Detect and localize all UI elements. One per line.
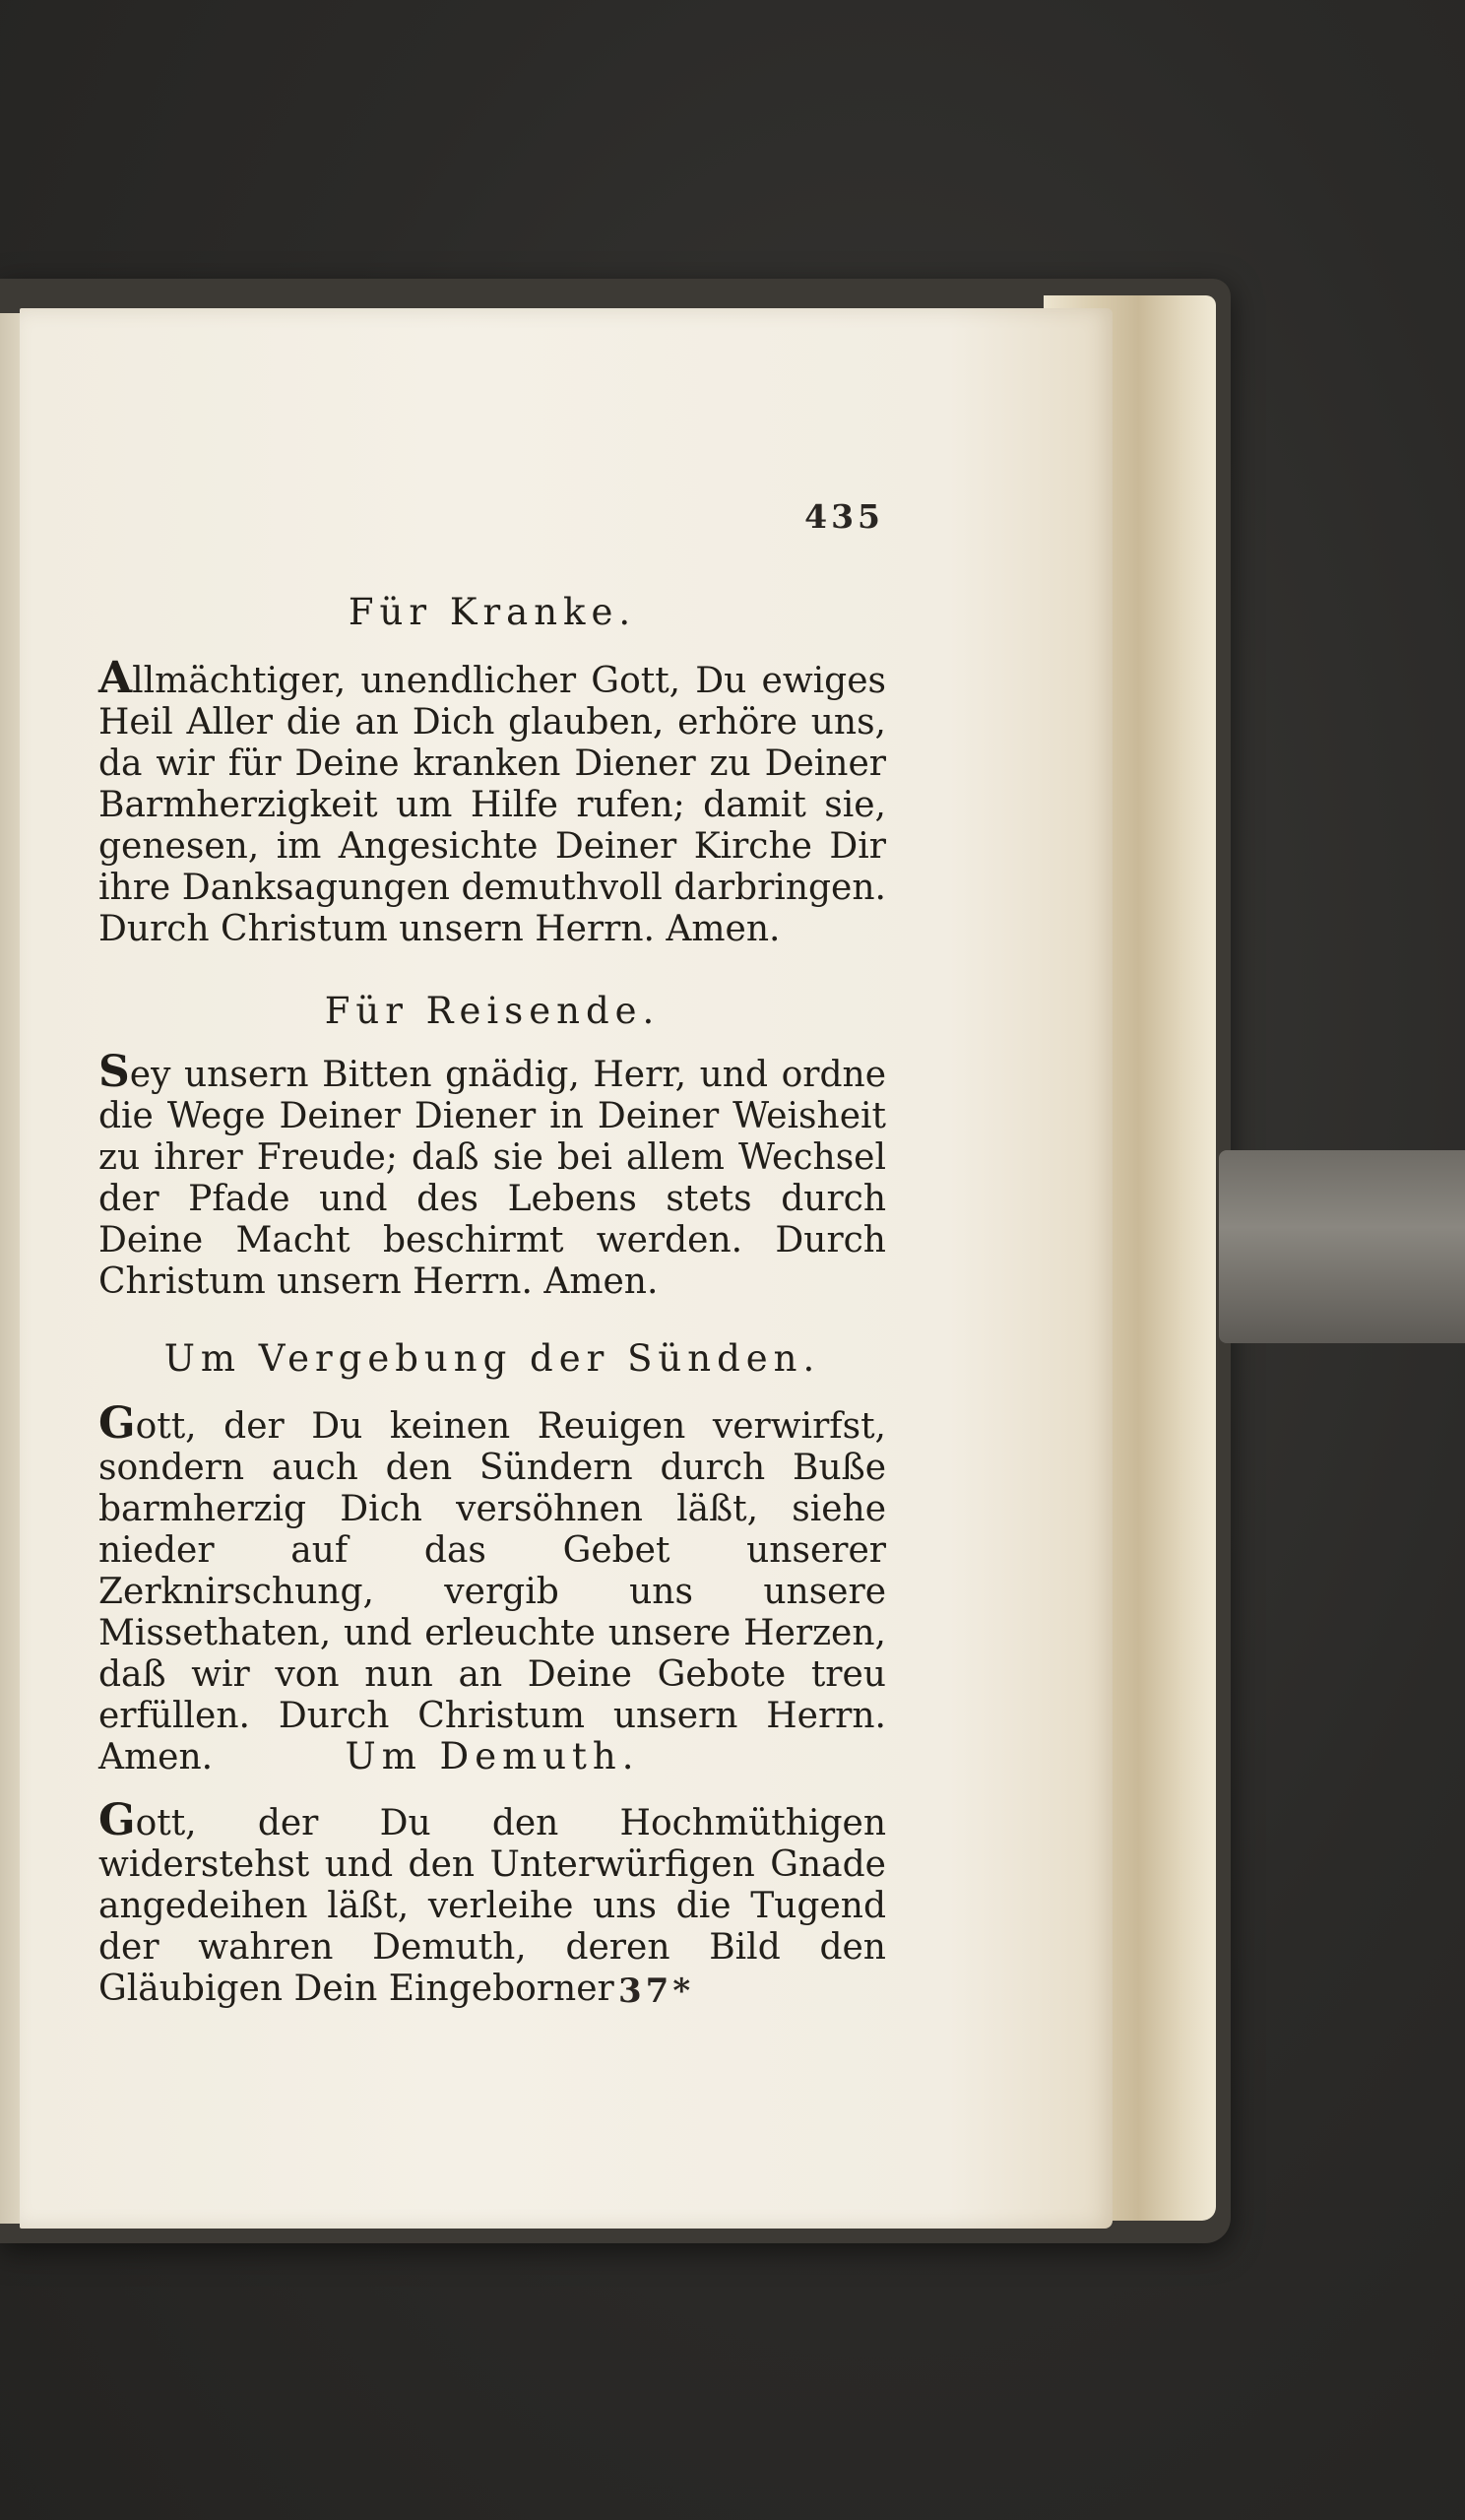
prayer-body: llmächtiger, unendlicher Gott, Du ewiges Heil Aller die an Dich glauben, erhöre uns, da wir für Deine kranken Diener zu Deiner Barmherzigkeit um Hilfe rufen; damit sie, genesen, im Angesichte Deiner Kirche Dir ihre Danksagungen demuthvoll darbringen. Durch Christum unsern Herrn. Amen.	[98, 661, 886, 949]
prayer-body: ott, der Du den Hochmüthigen widerstehst und den Unterwürfigen Gnade angedeihen läßt, verleihe uns die Tugend der wahren Demuth, deren Bild den Gläubigen Dein Eingeborner	[98, 1803, 886, 2009]
prayer-text-kranke	[98, 653, 886, 950]
drop-initial: G	[98, 1795, 136, 1845]
prayer-text-reisende	[98, 1047, 886, 1303]
section-heading-reisende: Für Reisende.	[324, 990, 661, 1032]
book-clasp	[1219, 1150, 1465, 1343]
prayer-body: ey unsern Bitten gnädig, Herr, und ordne die Wege Deiner Diener in Deiner Weisheit zu ihrer Freude; daß sie bei allem Wechsel der Pfade und des Lebens stets durch Deine Macht beschirmt werden. Durch Christum unsern Herrn. Amen.	[98, 1055, 886, 1302]
section-heading-vergebung: Um Vergebung der Sünden.	[163, 1337, 821, 1380]
section-heading-kranke: Für Kranke.	[348, 591, 637, 633]
page-number: 435	[804, 497, 884, 536]
prayer-text-demuth	[98, 1795, 886, 2010]
drop-initial: G	[98, 1398, 136, 1449]
drop-initial: S	[98, 1047, 130, 1097]
prayer-text-vergebung	[98, 1398, 886, 1778]
section-heading-demuth: Um Demuth.	[345, 1735, 640, 1777]
drop-initial: A	[98, 653, 133, 703]
signature-mark: 37*	[618, 1971, 695, 2011]
prayer-body: ott, der Du keinen Reuigen verwirfst, sondern auch den Sündern durch Buße barmherzig Dich versöhnen läßt, siehe nieder auf das Gebet unserer Zerknirschung, vergib uns unsere Missethaten, und erleuchte unsere Herzen, daß wir von nun an Deine Gebote treu erfüllen. Durch Christum unsern Herrn. Amen.	[98, 1406, 886, 1777]
